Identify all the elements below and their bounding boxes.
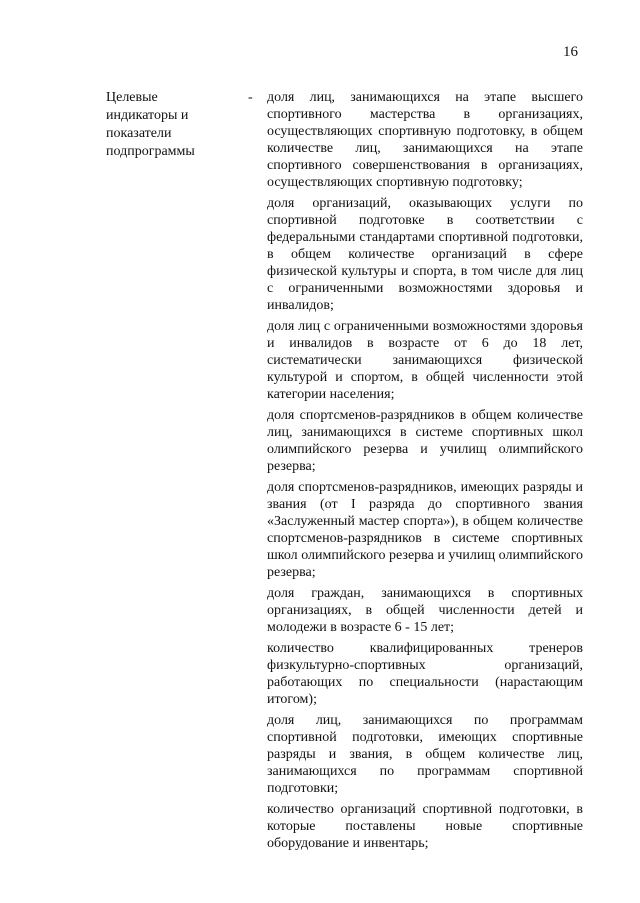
indicator-item: количество организаций спортивной подготовки, в которые поставлены новые спортивные оборудование и инвентарь; — [267, 802, 583, 851]
indicator-item: доля лиц с ограниченными возможностями здоровья и инвалидов в возрасте от 6 до 18 лет, систематически занимающихся физической культурой и спортом, в общей численности этой категории населения; — [267, 319, 583, 402]
section-label-line: Целевые — [106, 90, 158, 105]
section-label-line: подпрограммы — [106, 144, 195, 159]
section-label-line: индикаторы и — [106, 108, 189, 123]
indicator-item: количество квалифицированных тренеров физкультурно-спортивных организаций, работающих по специальности (нарастающим итогом); — [267, 641, 583, 707]
section-label-line: показатели — [106, 126, 172, 141]
page-number: 16 — [563, 44, 578, 60]
indicators-list — [267, 89, 583, 856]
indicator-item: доля спортсменов-разрядников, имеющих разряды и звания (от I разряда до спортивного звания «Заслуженный мастер спорта»), в общем количестве спортсменов-разрядников в системе спортивных школ олимпийского резерва и училищ олимпийского резерва; — [267, 480, 583, 580]
indicator-item: доля организаций, оказывающих услуги по спортивной подготовке в соответствии с федеральными стандартами спортивной подготовки, в общем количестве организаций в сфере физической культуры и спорта, в том числе для лиц с ограниченными возможностями здоровья и инвалидов; — [267, 196, 583, 313]
label-dash: - — [248, 90, 253, 105]
section-label — [106, 89, 236, 161]
indicator-item: доля лиц, занимающихся по программам спортивной подготовки, имеющих спортивные разряды и звания, в общем количестве лиц, занимающихся по программам спортивной подготовки; — [267, 713, 583, 796]
indicator-item: доля лиц, занимающихся на этапе высшего спортивного мастерства в организациях, осуществляющих спортивную подготовку, в общем количестве лиц, занимающихся на этапе спортивного совершенствования в организациях, осуществляющих спортивную подготовку; — [267, 90, 583, 190]
indicator-item: доля спортсменов-разрядников в общем количестве лиц, занимающихся в системе спортивных школ олимпийского резерва и училищ олимпийского резерва; — [267, 408, 583, 474]
indicator-item: доля граждан, занимающихся в спортивных организациях, в общей численности детей и молодежи в возрасте 6 - 15 лет; — [267, 586, 583, 635]
